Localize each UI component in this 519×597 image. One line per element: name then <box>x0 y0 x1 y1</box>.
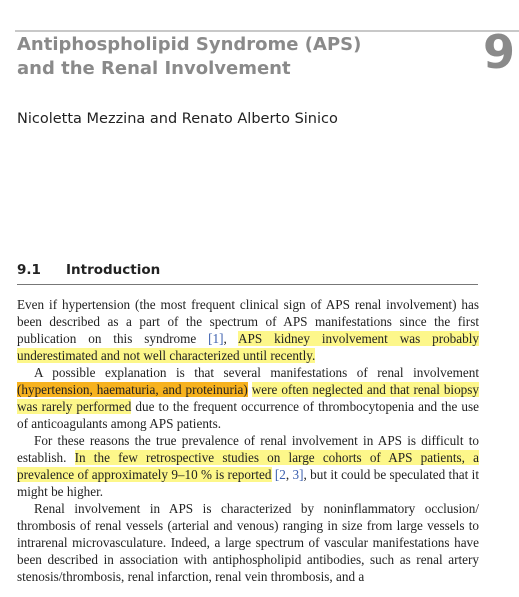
text-span: , <box>223 331 239 346</box>
highlight-yellow[interactable]: In the few retrospective studies on large cohorts of APS patients, a prevalence of approximately 9–10 % is reported <box>17 450 480 482</box>
text-span: , but it could be speculated that it might be higher. <box>17 467 479 499</box>
text-span: due to the frequent occurrence of thrombocytopenia and the use of anticoagulants among APS patients. <box>17 399 479 431</box>
text-span: Renal involvement in APS is characterized by noninflammatory occlusion/ thrombosis of renal vessels (arterial and venous) ranging in size from large vessels to intrarenal microvasculature. Indeed, a large spectrum of vascular manifestations have been described in association with antiphospholipid antibodies, such as renal artery stenosis/thrombosis, renal infarction, renal vein thrombosis, and a <box>17 501 479 584</box>
body-text <box>17 296 479 585</box>
section-heading <box>17 262 160 278</box>
paragraph-3 <box>17 432 479 500</box>
citation-link[interactable]: 3] <box>292 467 304 482</box>
header-rule <box>15 30 519 32</box>
text-span: For these reasons the true prevalence of renal involvement in APS is difficult to establish. <box>17 433 479 465</box>
highlight-yellow[interactable]: were often neglected and that renal biopsy was rarely performed <box>17 382 480 414</box>
citation-link[interactable]: [2 <box>274 467 286 482</box>
chapter-title <box>17 33 437 81</box>
paragraph-4 <box>17 500 479 585</box>
highlight-orange[interactable]: (hypertension, haematuria, and proteinuria) <box>17 382 248 397</box>
chapter-number: 9 <box>482 25 515 79</box>
paragraph-1 <box>17 296 479 364</box>
text-span: , <box>285 467 293 482</box>
text-span: Even if hypertension (the most frequent clinical sign of APS renal involvement) has been described as a part of the spectrum of APS manifestations since the first publication on this syndrome <box>17 297 479 346</box>
paragraph-2 <box>17 364 479 432</box>
highlight-yellow[interactable]: APS kidney involvement was probably underestimated and not well characterized until recently. <box>17 331 479 363</box>
section-rule <box>17 284 478 285</box>
text-span: A possible explanation is that several manifestations of renal involvement <box>34 365 479 380</box>
section-number: 9.1 <box>17 262 41 278</box>
authors: Nicoletta Mezzina and Renato Alberto Sinico <box>17 111 338 127</box>
chapter-title-line1: Antiphospholipid Syndrome (APS) <box>17 34 362 55</box>
chapter-title-line2: and the Renal Involvement <box>17 58 291 79</box>
citation-link[interactable]: [1] <box>208 331 224 346</box>
section-title: Introduction <box>66 262 161 278</box>
